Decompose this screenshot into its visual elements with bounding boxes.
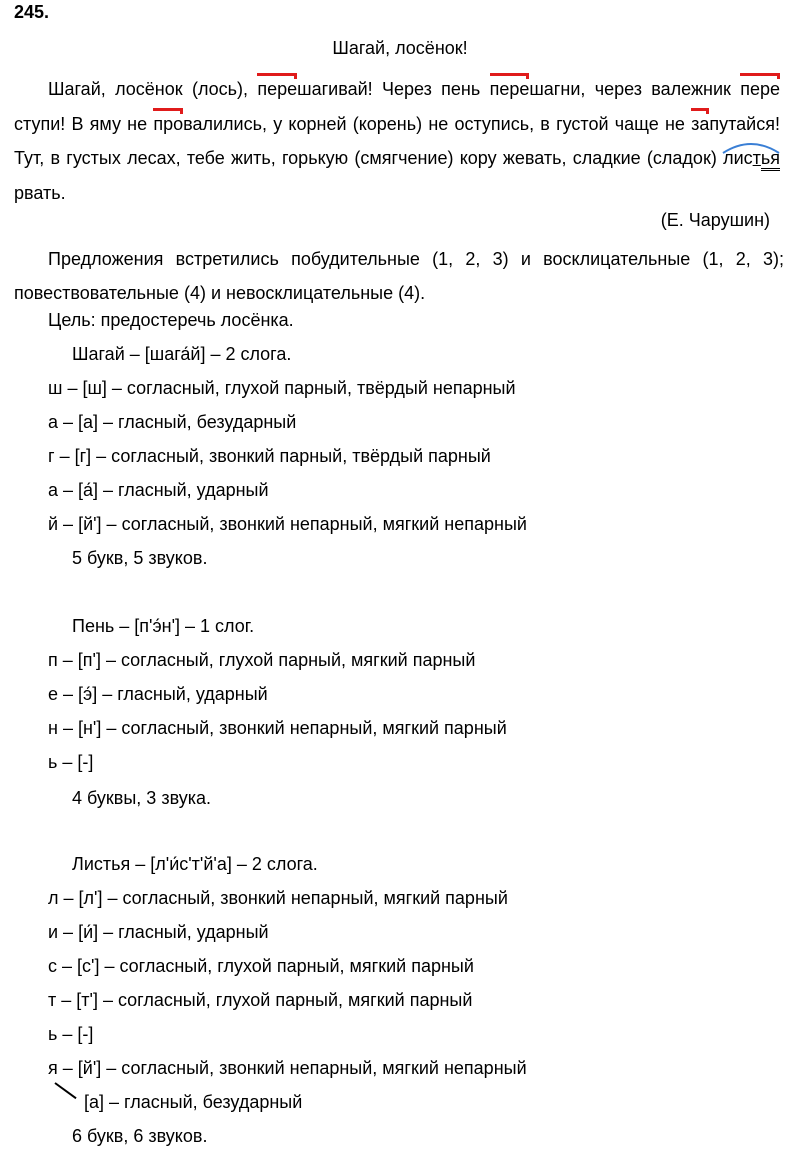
text-part: , у корней (корень) не оступись, в густой чаще не (262, 113, 692, 134)
analysis-line: [а] – гласный, безударный (84, 1092, 303, 1112)
analysis-total-2: 4 буквы, 3 звука. (72, 788, 212, 808)
word-rest: шагни (529, 79, 581, 99)
prefix-marker (691, 108, 709, 114)
analysis-total-3: 6 букв, 6 звуков. (72, 1126, 208, 1146)
text-part: , через валежник (580, 79, 741, 99)
analysis-line: ь – [-] (48, 1024, 94, 1044)
analysis-line: н – [н'] – согласный, звонкий непарный, мягкий парный (48, 718, 507, 738)
analysis-line: а – [а́] – гласный, ударный (48, 480, 269, 500)
word-rest: путайся (709, 113, 775, 134)
branch-line (54, 1082, 76, 1099)
analysis-line: л – [л'] – согласный, звонкий непарный, мягкий парный (48, 888, 508, 908)
goal: Цель: предостеречь лосёнка. (48, 310, 294, 330)
analysis-line: г – [г] – согласный, звонкий парный, твёрдый парный (48, 446, 491, 466)
analysis-header-1: Шагай – [шага́й] – 2 слога. (72, 344, 292, 364)
word-rest: валились (183, 113, 262, 134)
analysis-line: ш – [ш] – согласный, глухой парный, твёрдый непарный (48, 378, 516, 398)
summary: Предложения встретились побудительные (1, 2, 3) и восклицательные (1, 2, 3); повествовательные (4) и невосклицательные (4). (14, 249, 784, 303)
prefix-marker (740, 73, 780, 79)
analysis-line: с – [с'] – согласный, глухой парный, мягкий парный (48, 956, 474, 976)
analysis-line: а – [а] – гласный, безударный (48, 412, 297, 432)
analysis-line: й – [й'] – согласный, звонкий непарный, мягкий непарный (48, 514, 527, 534)
analysis-line: п – [п'] – согласный, глухой парный, мягкий парный (48, 650, 476, 670)
prefix-pere-1: пере (257, 72, 297, 107)
text-part: ! Через пень (367, 79, 490, 99)
word-listya: листья (723, 141, 780, 176)
text-part: Шагай, лосёнок (лось), (48, 79, 258, 99)
prefix-za: за (691, 107, 709, 142)
text-part: ! Тут, в густых лесах, тебе жить, горькую (смягчение) кору жевать, сладкие (сладок) (14, 113, 780, 168)
exercise-number: 245. (14, 2, 50, 22)
text-part: ! В яму не (60, 113, 154, 134)
analysis-line: я – [й'] – согласный, звонкий непарный, мягкий непарный (48, 1058, 527, 1078)
prefix-marker (257, 73, 297, 79)
prefix-pere-3: пере (740, 72, 780, 107)
word-rest: шагивай (297, 79, 368, 99)
analysis-total-1: 5 букв, 5 звуков. (72, 548, 208, 568)
prefix-marker (153, 108, 183, 114)
analysis-line: и – [и́] – гласный, ударный (48, 922, 269, 942)
prefix-marker (490, 73, 530, 79)
analysis-header-3: Листья – [л'и́с'т'й'а] – 2 слога. (72, 854, 318, 874)
text-title: Шагай, лосёнок! (332, 38, 468, 58)
analysis-header-2: Пень – [п'э́н'] – 1 слог. (72, 616, 255, 636)
word-rest: ступи (14, 113, 61, 134)
analysis-line: т – [т'] – согласный, глухой парный, мягкий парный (48, 990, 473, 1010)
prefix-pere-2: пере (490, 72, 530, 107)
analysis-line: е – [э́] – гласный, ударный (48, 684, 268, 704)
author: (Е. Чарушин) (660, 210, 770, 230)
text-part: рвать. (14, 182, 66, 203)
analysis-line: ь – [-] (48, 752, 94, 772)
prefix-pro: про (153, 107, 183, 142)
main-text (14, 72, 780, 210)
